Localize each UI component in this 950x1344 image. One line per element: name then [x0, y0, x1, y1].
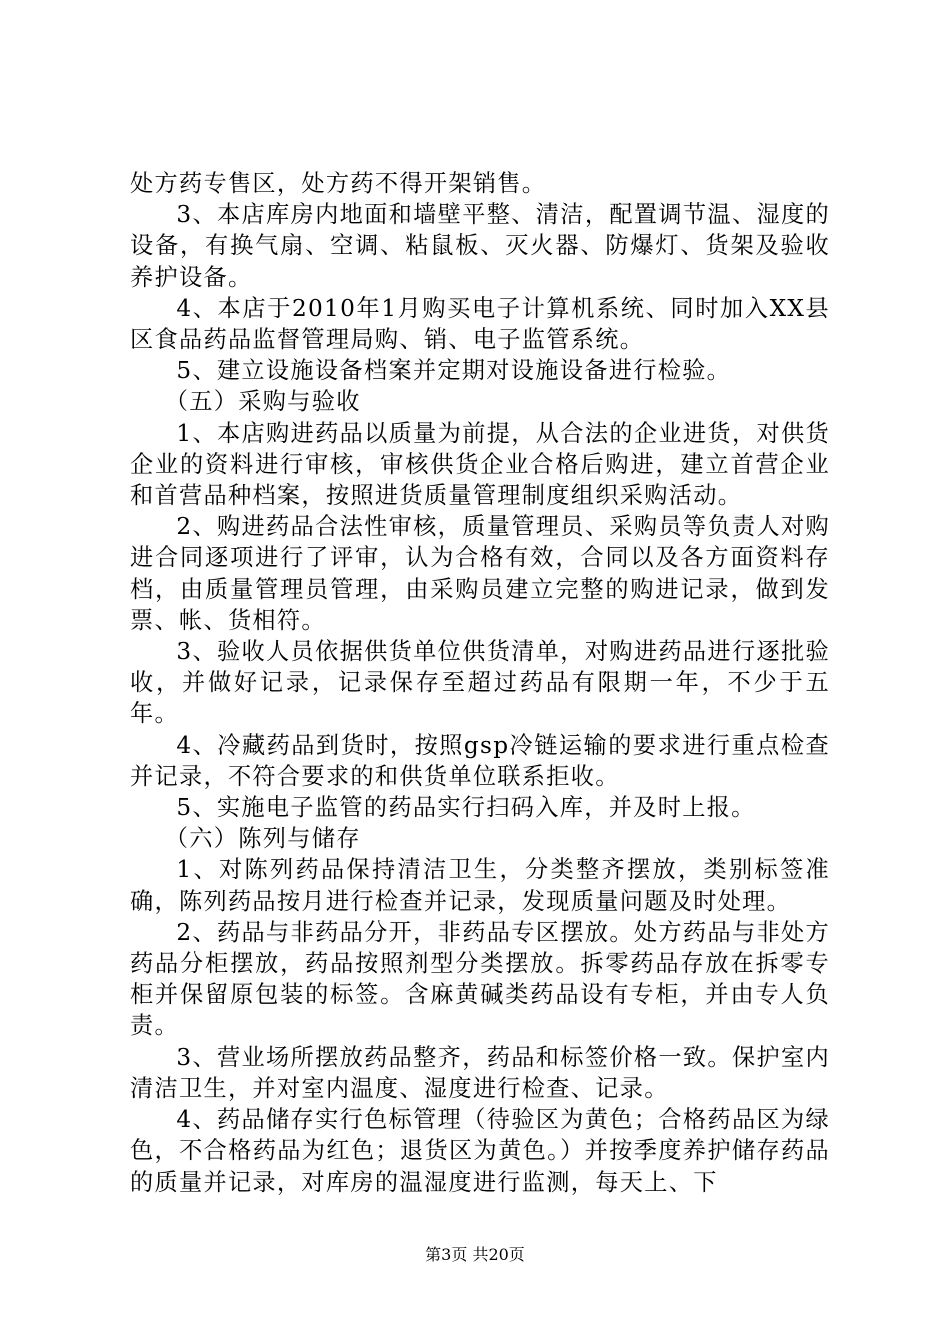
paragraph: 4、本店于2010年1月购买电子计算机系统、同时加入XX县区食品药品监督管理局购、销、电子监管系统。 [130, 294, 830, 354]
paragraph: 3、营业场所摆放药品整齐，药品和标签价格一致。保护室内清洁卫生，并对室内温度、湿度进行检查、记录。 [130, 1043, 830, 1102]
section-heading: （五）采购与验收 [164, 388, 361, 416]
paragraph: 3、本店库房内地面和墙壁平整、清洁，配置调节温、湿度的设备，有换气扇、空调、粘鼠板、灭火器、防爆灯、货架及验收养护设备。 [130, 201, 830, 291]
paragraph: 处方药专售区，处方药不得开架销售。 [130, 170, 547, 197]
paragraph: 1、本店购进药品以质量为前提，从合法的企业进货，对供货企业的资料进行审核，审核供货企业合格后购进，建立首营企业和首营品种档案，按照进货质量管理制度组织采购活动。 [130, 419, 830, 510]
document-body [130, 168, 830, 1198]
section-heading: （六）陈列与储存 [164, 825, 361, 853]
paragraph: 5、实施电子监管的药品实行扫码入库，并及时上报。 [176, 794, 756, 822]
paragraph: 1、对陈列药品保持清洁卫生，分类整齐摆放，类别标签准确，陈列药品按月进行检查并记录，发现质量问题及时处理。 [130, 856, 830, 915]
paragraph: 2、药品与非药品分开，非药品专区摆放。处方药品与非处方药品分柜摆放，药品按照剂型分类摆放。拆零药品存放在拆零专柜并保留原包装的标签。含麻黄碱类药品设有专柜，并由专人负责。 [130, 918, 830, 1040]
paragraph: 4、冷藏药品到货时，按照gsp冷链运输的要求进行重点检查并记录，不符合要求的和供货单位联系拒收。 [130, 731, 830, 790]
paragraph: 3、验收人员依据供货单位供货清单，对购进药品进行逐批验收，并做好记录，记录保存至超过药品有限期一年，不少于五年。 [130, 638, 830, 728]
page-footer: 第3页 共20页 [425, 1245, 525, 1264]
paragraph: 4、药品储存实行色标管理（待验区为黄色；合格药品区为绿色，不合格药品为红色；退货区为黄色。）并按季度养护储存药品的质量并记录，对库房的温湿度进行监测，每天上、下 [130, 1106, 830, 1196]
paragraph: 5、建立设施设备档案并定期对设施设备进行检验。 [176, 357, 732, 385]
paragraph: 2、购进药品合法性审核，质量管理员、采购员等负责人对购进合同逐项进行了评审，认为合格有效，合同以及各方面资料存档，由质量管理员管理，由采购员建立完整的购进记录，做到发票、帐、货相符。 [130, 513, 830, 634]
